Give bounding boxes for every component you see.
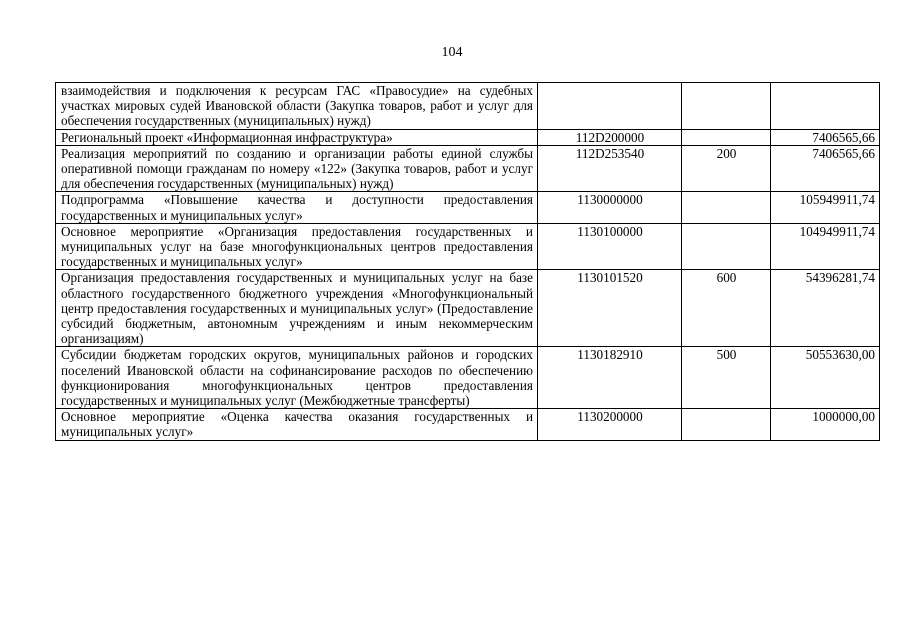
row-amount: 105949911,74 <box>771 192 880 223</box>
row-amount: 7406565,66 <box>771 129 880 145</box>
row-expense-type: 200 <box>682 145 771 192</box>
row-target-code: 1130182910 <box>538 347 682 409</box>
row-amount: 50553630,00 <box>771 347 880 409</box>
row-description: Основное мероприятие «Организация предоставления государственных и муниципальных услуг на базе многофункциональных центров предоставления государственных и муниципальных услуг» <box>56 223 538 270</box>
page-number: 104 <box>441 45 463 60</box>
row-target-code: 1130000000 <box>538 192 682 223</box>
row-target-code: 1130100000 <box>538 223 682 270</box>
row-description: Реализация мероприятий по созданию и организации работы единой службы оперативной помощи гражданам по номеру «122» (Закупка товаров, работ и услуг для обеспечения государственных (муниципальных) нужд) <box>56 145 538 192</box>
row-expense-type: 600 <box>682 270 771 347</box>
budget-table <box>55 82 880 441</box>
row-amount: 7406565,66 <box>771 145 880 192</box>
row-description: Подпрограмма «Повышение качества и доступности предоставления государственных и муниципальных услуг» <box>56 192 538 223</box>
row-description: взаимодействия и подключения к ресурсам ГАС «Правосудие» на судебных участках мировых судей Ивановской области (Закупка товаров, работ и услуг для обеспечения государственных (муниципальных) нужд) <box>56 83 538 130</box>
row-amount <box>771 83 880 130</box>
table-row <box>56 192 880 223</box>
table-row <box>56 129 880 145</box>
row-expense-type <box>682 192 771 223</box>
row-description: Субсидии бюджетам городских округов, муниципальных районов и городских поселений Ивановской области на софинансирование расходов по обеспечению функционирования многофункциональных центров предоставления государственных и муниципальных услуг (Межбюджетные трансферты) <box>56 347 538 409</box>
row-expense-type <box>682 409 771 440</box>
row-amount: 1000000,00 <box>771 409 880 440</box>
table-row <box>56 223 880 270</box>
row-expense-type: 500 <box>682 347 771 409</box>
row-expense-type <box>682 223 771 270</box>
row-expense-type <box>682 129 771 145</box>
row-description: Основное мероприятие «Оценка качества оказания государственных и муниципальных услуг» <box>56 409 538 440</box>
row-amount: 54396281,74 <box>771 270 880 347</box>
row-target-code <box>538 83 682 130</box>
row-expense-type <box>682 83 771 130</box>
table-row <box>56 83 880 130</box>
row-description: Региональный проект «Информационная инфраструктура» <box>56 129 538 145</box>
row-target-code: 1130200000 <box>538 409 682 440</box>
row-target-code: 112D253540 <box>538 145 682 192</box>
table-row <box>56 409 880 440</box>
table-row <box>56 347 880 409</box>
table-row <box>56 145 880 192</box>
row-target-code: 112D200000 <box>538 129 682 145</box>
table-row <box>56 270 880 347</box>
row-amount: 104949911,74 <box>771 223 880 270</box>
row-target-code: 1130101520 <box>538 270 682 347</box>
row-description: Организация предоставления государственных и муниципальных услуг на базе областного государственного бюджетного учреждения «Многофункциональный центр предоставления государственных и муниципальных услуг» (Предоставление субсидий бюджетным, автономным учреждениям и иным некоммерческим организациям) <box>56 270 538 347</box>
